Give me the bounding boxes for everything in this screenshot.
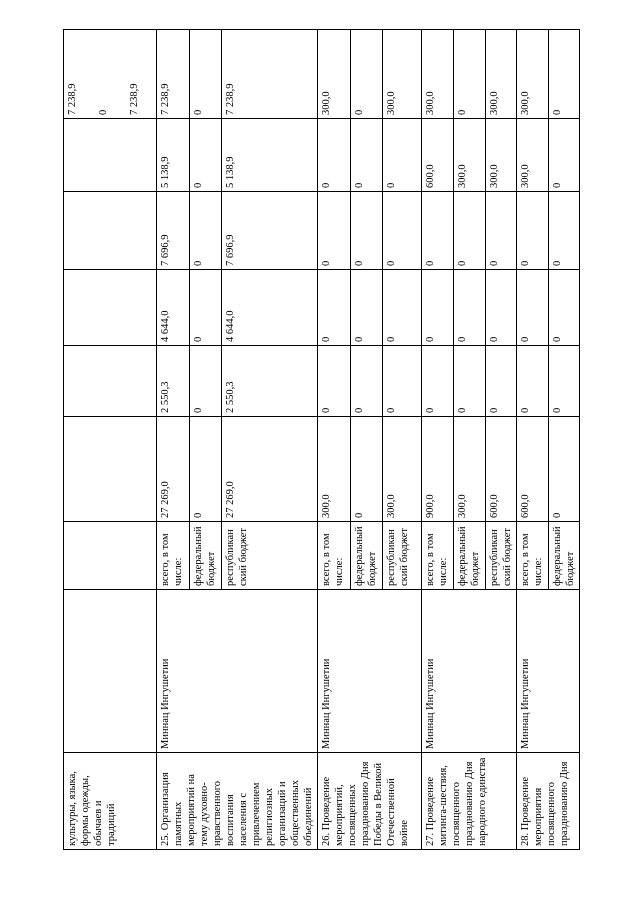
- source-cell: республиканский бюджет: [485, 522, 516, 590]
- rotated-table-container: [63, 30, 580, 850]
- value-cell: 0: [453, 270, 485, 346]
- value-cell: 300,0: [382, 417, 421, 522]
- value-cell: 300,0: [318, 417, 350, 522]
- value-cell: 0: [189, 346, 222, 417]
- event-name-cell: культуры, языка, формы одежды, обычаев и традиций: [64, 753, 157, 850]
- value-cell: 0: [548, 192, 579, 270]
- source-cell: федеральный бюджет: [453, 522, 485, 590]
- value-cell: 0: [485, 346, 516, 417]
- value-cell: 7 696,9: [157, 192, 190, 270]
- value-cell: 0: [350, 192, 382, 270]
- value-cell: 0: [189, 30, 222, 119]
- value-cell: 600,0: [421, 119, 453, 192]
- value-cell: 0: [189, 119, 222, 192]
- value-cell: 0: [382, 192, 421, 270]
- value-cell: 0: [548, 30, 579, 119]
- value-cell: 4 644,0: [157, 270, 190, 346]
- value-cell: 0: [516, 192, 548, 270]
- value-cell: 0: [382, 119, 421, 192]
- value-cell: 7 238,9: [157, 30, 190, 119]
- value-cell: 0: [318, 192, 350, 270]
- value-cell: 0: [318, 270, 350, 346]
- value-cell: 300,0: [516, 119, 548, 192]
- value-cell: 7 238,9: [67, 83, 78, 115]
- value-cell: 0: [350, 30, 382, 119]
- event-name-cell: 25. Организация памятных мероприятий на тему духовно-нравственного воспитания населения с привлечением религиозных организаций и общественных объединений: [157, 753, 318, 850]
- value-cell: 7 696,9: [222, 192, 318, 270]
- value-cell: 600,0: [485, 417, 516, 522]
- value-cell: 0: [318, 346, 350, 417]
- value-cell: 0: [189, 192, 222, 270]
- value-cell: 600,0: [516, 417, 548, 522]
- value-cell: 5 138,9: [157, 119, 190, 192]
- event-name-cell: 27. Проведение митинга-шествия, посвященного празднованию Дня народного единства: [421, 753, 516, 850]
- value-cell: 2 550,3: [157, 346, 190, 417]
- value-cell: 0: [318, 119, 350, 192]
- value-cell: 300,0: [453, 119, 485, 192]
- event-name-cell: 28. Проведение мероприятия посвященного празднованию Дня: [516, 753, 579, 850]
- value-cell: 0: [453, 192, 485, 270]
- value-cell: 27 269,0: [222, 417, 318, 522]
- budget-table: [63, 29, 580, 850]
- table-row: [421, 30, 453, 850]
- event-name-cell: 26. Проведение мероприятий, посвященных празднованию Дня Победы в Великой Отечественной войне: [318, 753, 421, 850]
- value-cell: 0: [350, 270, 382, 346]
- value-cell: 0: [453, 346, 485, 417]
- source-cell: всего, в том числе:: [421, 522, 453, 590]
- table-row: [157, 30, 190, 850]
- executor-cell: Миннац Ингушетии: [157, 590, 318, 753]
- value-cell: 0: [421, 270, 453, 346]
- value-cell: 0: [350, 119, 382, 192]
- value-cell: 0: [382, 346, 421, 417]
- table-row: [318, 30, 350, 850]
- value-cell: 300,0: [485, 119, 516, 192]
- value-cell: 2 550,3: [222, 346, 318, 417]
- value-cell: 0: [350, 417, 382, 522]
- value-cell: 300,0: [485, 30, 516, 119]
- value-cell: 0: [548, 417, 579, 522]
- value-cell: 0: [350, 346, 382, 417]
- executor-cell: Миннац Ингушетии: [318, 590, 421, 753]
- executor-cell: Миннац Ингушетии: [421, 590, 516, 753]
- executor-cell: Миннац Ингушетии: [516, 590, 579, 753]
- table-row-continuation: [64, 30, 157, 850]
- source-cell: федеральный бюджет: [548, 522, 579, 590]
- table-row: [516, 30, 548, 850]
- value-cell: 0: [382, 270, 421, 346]
- source-cell: федеральный бюджет: [350, 522, 382, 590]
- value-cell: 0: [98, 109, 109, 115]
- value-cell: 7 238,9: [222, 30, 318, 119]
- value-cell: 0: [421, 192, 453, 270]
- value-cell: 300,0: [516, 30, 548, 119]
- value-cell: 0: [548, 346, 579, 417]
- value-cell: 0: [189, 417, 222, 522]
- value-cell: 5 138,9: [222, 119, 318, 192]
- source-cell: республиканский бюджет: [222, 522, 318, 590]
- value-cell: 7 238,9: [129, 83, 140, 115]
- value-cell: 0: [548, 119, 579, 192]
- value-cell: 4 644,0: [222, 270, 318, 346]
- source-cell: федеральный бюджет: [189, 522, 222, 590]
- value-cell: 0: [421, 346, 453, 417]
- value-cell: 0: [485, 270, 516, 346]
- value-cell: 27 269,0: [157, 417, 190, 522]
- value-cell: 300,0: [382, 30, 421, 119]
- value-cell: 0: [453, 30, 485, 119]
- value-cell: 300,0: [421, 30, 453, 119]
- value-cell: 0: [548, 270, 579, 346]
- value-cell: 0: [516, 346, 548, 417]
- value-cell: 0: [485, 192, 516, 270]
- value-cell: 900,0: [421, 417, 453, 522]
- value-cell: 0: [516, 270, 548, 346]
- source-cell: всего, в том числе:: [318, 522, 350, 590]
- value-cell: 0: [189, 270, 222, 346]
- source-cell: всего, в том числе:: [157, 522, 190, 590]
- value-cell: 300,0: [453, 417, 485, 522]
- source-cell: республиканский бюджет: [382, 522, 421, 590]
- source-cell: всего, в том числе:: [516, 522, 548, 590]
- value-cell: 300,0: [318, 30, 350, 119]
